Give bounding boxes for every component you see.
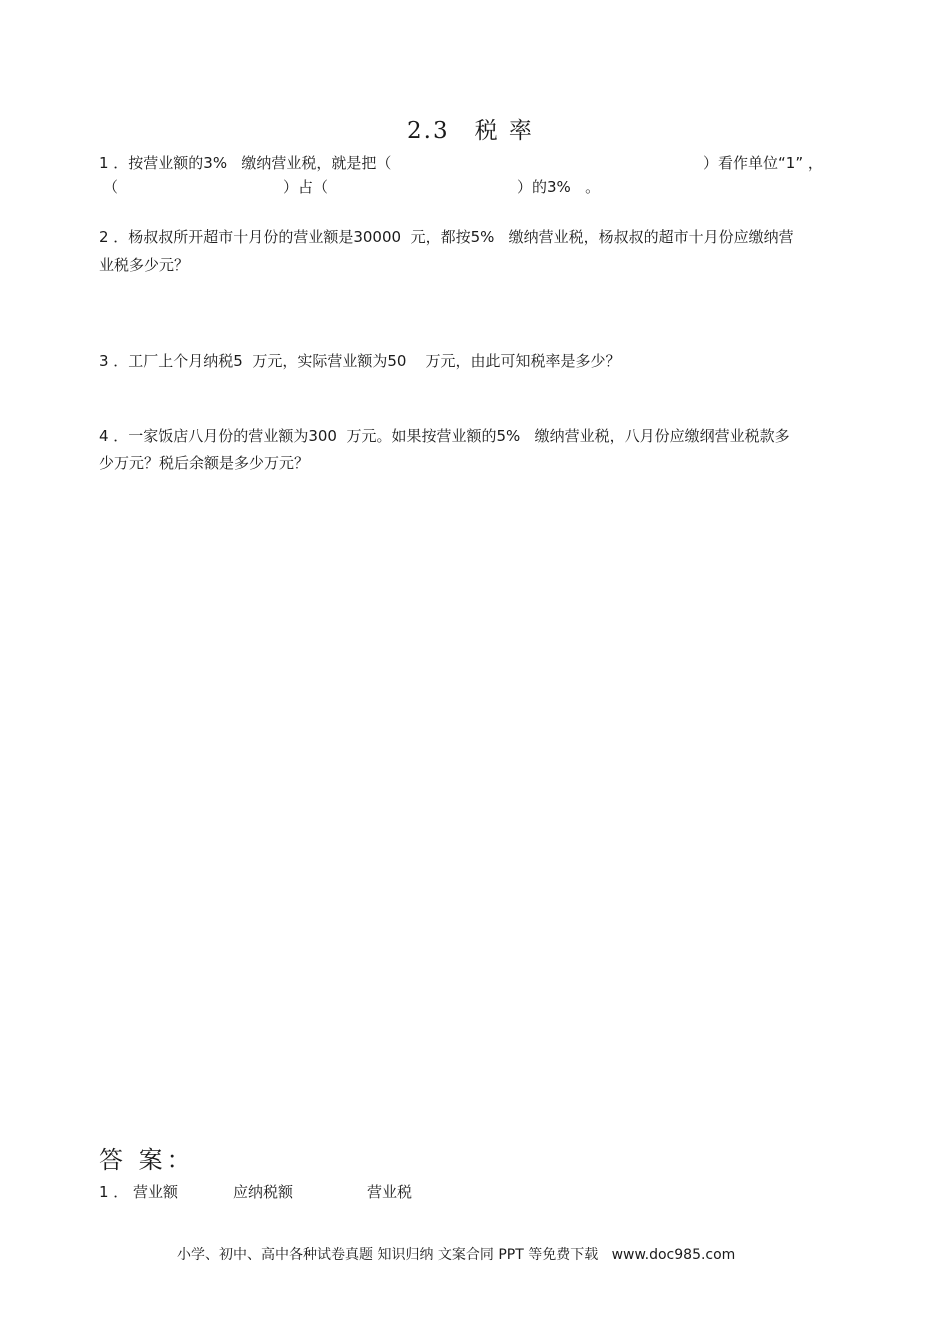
q1-line1-end: ）看作单位“1” ， [703,154,823,172]
q2-line2: 业税多少元？ [99,256,190,274]
q4-line1: 4 ．一家饭店八月份的营业额为300 万元。如果按营业额的5% 缴纳营业税，八月份应缴纲营业税款多 [99,427,790,445]
q1-line2-open: （ [103,178,119,196]
q1-line2-end: ）的3% 。 [517,178,601,196]
page-title: 2.3 税 率 [407,118,534,144]
q1-line2-middle: ）占（ [283,178,329,196]
q2-line1: 2 ．杨叔叔所开超市十月份的营业额是30000 元，都按5% 缴纳营业税，杨叔叔的超市十月份应缴纳营 [99,228,794,246]
answers-heading: 答 案： [99,1146,195,1174]
page-footer: 小学、初中、高中各种试卷真题 知识归纳 文案合同 PPT 等免费下载 www.doc985.com [177,1247,736,1263]
answer-1-number: 1 ． [99,1183,129,1201]
answer-1-item: 营业额 [133,1183,179,1201]
answer-1-item: 应纳税额 [233,1183,294,1201]
q3-line1: 3 ．工厂上个月纳税5 万元，实际营业额为50 万元，由此可知税率是多少？ [99,352,621,370]
q1-line1-start: 1 ．按营业额的3% 缴纳营业税，就是把（ [99,154,392,172]
q4-line2: 少万元？税后余额是多少万元？ [99,454,310,472]
answer-1-item: 营业税 [367,1183,413,1201]
